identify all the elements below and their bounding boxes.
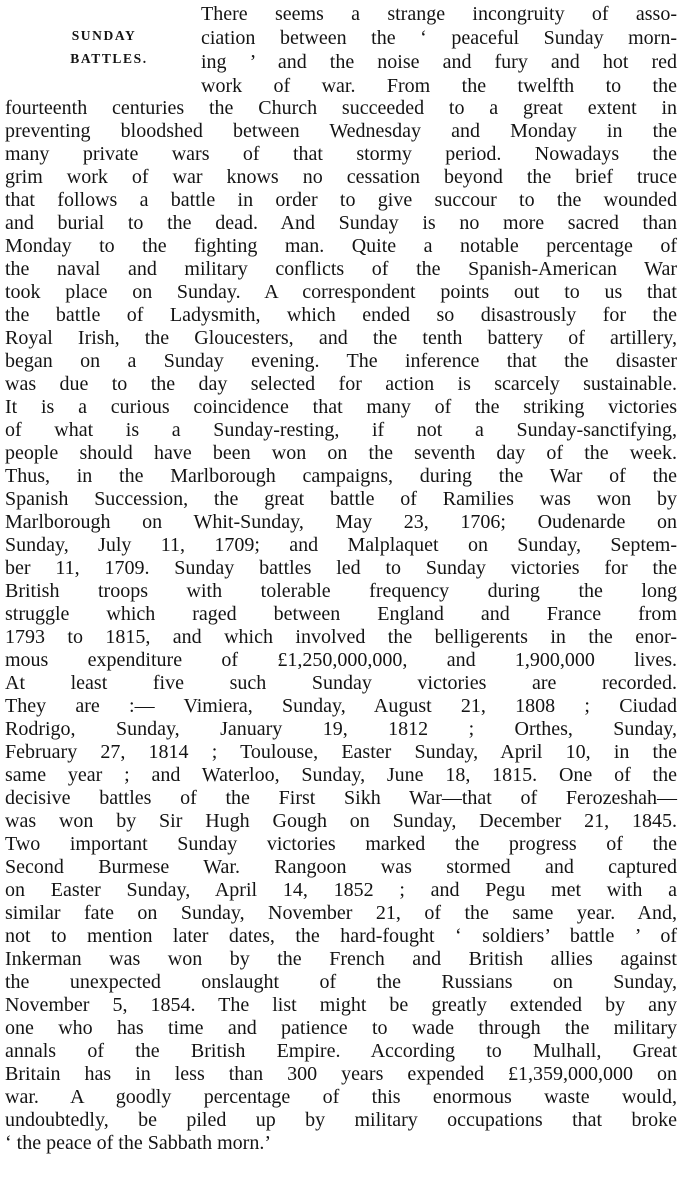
text-line: and burial to the dead. And Sunday is no more sacred than <box>5 212 677 234</box>
text-line: the unexpected onslaught of the Russians on Sunday, <box>5 971 677 993</box>
text-line: was won by Sir Hugh Gough on Sunday, December 21, 1845. <box>5 810 677 832</box>
text-line: Monday to the fighting man. Quite a notable percentage of <box>5 235 677 257</box>
text-line: preventing bloodshed between Wednesday and Monday in the <box>5 120 677 142</box>
text-line: fourteenth centuries the Church succeeded to a great extent in <box>5 97 677 119</box>
text-line: At least five such Sunday victories are recorded. <box>5 672 677 694</box>
text-line: of what is a Sunday-resting, if not a Sunday-sanctifying, <box>5 419 677 441</box>
text-line: February 27, 1814 ; Toulouse, Easter Sunday, April 10, in the <box>5 741 677 763</box>
text-line: struggle which raged between England and France from <box>5 603 677 625</box>
text-line: Royal Irish, the Gloucesters, and the tenth battery of artillery, <box>5 327 677 349</box>
margin-heading <box>5 24 195 70</box>
text-line: decisive battles of the First Sikh War—that of Ferozeshah— <box>5 787 677 809</box>
text-line: began on a Sunday evening. The inference that the disaster <box>5 350 677 372</box>
text-line: grim work of war knows no cessation beyond the brief truce <box>5 166 677 188</box>
text-line: on Easter Sunday, April 14, 1852 ; and Pegu met with a <box>5 879 677 901</box>
text-line: 1793 to 1815, and which involved the belligerents in the enor- <box>5 626 677 648</box>
text-line: was due to the day selected for action is scarcely sustainable. <box>5 373 677 395</box>
text-line: ciation between the ‘ peaceful Sunday morn- <box>201 27 677 49</box>
text-line: annals of the British Empire. According to Mulhall, Great <box>5 1040 677 1062</box>
text-line: There seems a strange incongruity of asso- <box>201 3 677 25</box>
text-line: the naval and military conflicts of the Spanish-American War <box>5 258 677 280</box>
text-line: Inkerman was won by the French and British allies against <box>5 948 677 970</box>
text-line: Two important Sunday victories marked the progress of the <box>5 833 677 855</box>
text-line: November 5, 1854. The list might be greatly extended by any <box>5 994 677 1016</box>
text-line: Marlborough on Whit-Sunday, May 23, 1706; Oudenarde on <box>5 511 677 533</box>
text-line: took place on Sunday. A correspondent points out to us that <box>5 281 677 303</box>
text-line: Sunday, July 11, 1709; and Malplaquet on Sunday, Septem- <box>5 534 677 556</box>
text-line: Second Burmese War. Rangoon was stormed and captured <box>5 856 677 878</box>
text-line: They are :— Vimiera, Sunday, August 21, 1808 ; Ciudad <box>5 695 677 717</box>
text-line: not to mention later dates, the hard-fought ‘ soldiers’ battle ’ of <box>5 925 677 947</box>
text-line: the battle of Ladysmith, which ended so disastrously for the <box>5 304 677 326</box>
text-line: ‘ the peace of the Sabbath morn.’ <box>5 1132 272 1154</box>
text-line: people should have been won on the seventh day of the week. <box>5 442 677 464</box>
text-line: undoubtedly, be piled up by military occupations that broke <box>5 1109 677 1131</box>
text-line: Thus, in the Marlborough campaigns, during the War of the <box>5 465 677 487</box>
text-line: British troops with tolerable frequency during the long <box>5 580 677 602</box>
text-line: similar fate on Sunday, November 21, of the same year. And, <box>5 902 677 924</box>
text-line: Britain has in less than 300 years expended £1,359,000,000 on <box>5 1063 677 1085</box>
margin-heading-line-1: SUNDAY <box>71 28 137 43</box>
text-line: Spanish Succession, the great battle of Ramilies was won by <box>5 488 677 510</box>
text-line: Rodrigo, Sunday, January 19, 1812 ; Orthes, Sunday, <box>5 718 677 740</box>
text-line: same year ; and Waterloo, Sunday, June 18, 1815. One of the <box>5 764 677 786</box>
text-line: ber 11, 1709. Sunday battles led to Sunday victories for the <box>5 557 677 579</box>
text-line: It is a curious coincidence that many of the striking victories <box>5 396 677 418</box>
text-line: many private wars of that stormy period. Nowadays the <box>5 143 677 165</box>
text-line: one who has time and patience to wade through the military <box>5 1017 677 1039</box>
text-line: mous expenditure of £1,250,000,000, and 1,900,000 lives. <box>5 649 677 671</box>
text-line: ing ’ and the noise and fury and hot red <box>201 51 677 73</box>
document-page <box>5 0 677 1183</box>
text-line: work of war. From the twelfth to the <box>201 75 677 97</box>
text-line: war. A goodly percentage of this enormous waste would, <box>5 1086 677 1108</box>
margin-heading-line-2: BATTLES. <box>70 51 148 66</box>
text-line: that follows a battle in order to give succour to the wounded <box>5 189 677 211</box>
